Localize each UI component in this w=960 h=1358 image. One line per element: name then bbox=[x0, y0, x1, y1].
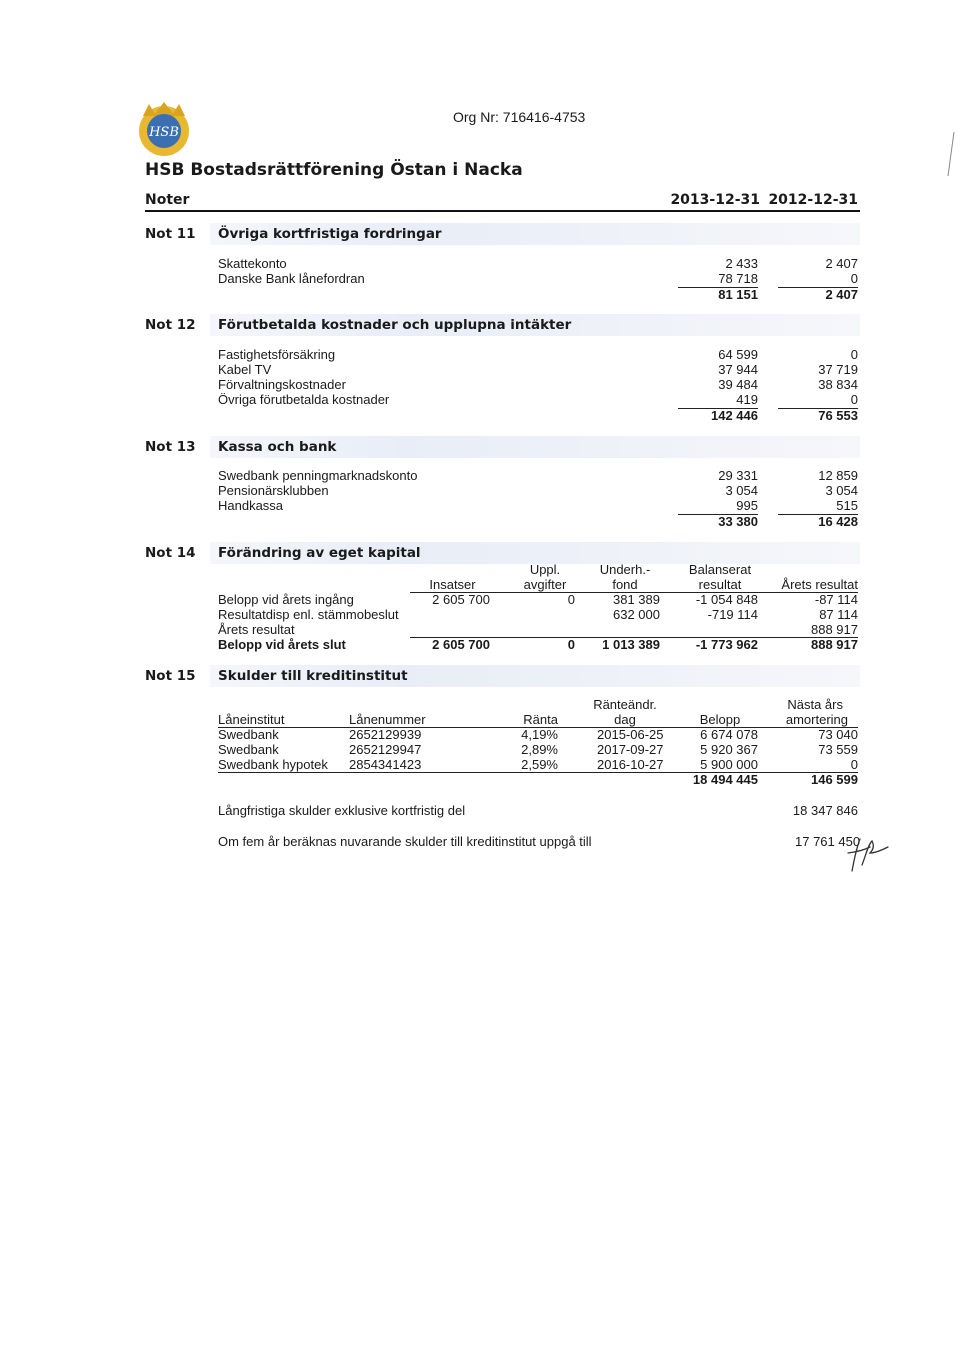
col-ranta-header: Ränta bbox=[523, 712, 558, 727]
not13-total-2013: 33 380 bbox=[718, 514, 758, 529]
not11-row-label: Skattekonto bbox=[218, 256, 287, 271]
not12-title: Förutbetalda kostnader och upplupna intäkter bbox=[218, 317, 572, 333]
not12-row-2012: 37 719 bbox=[818, 362, 858, 377]
not12-row-2012: 38 834 bbox=[818, 377, 858, 392]
not12-row-label: Förvaltningskostnader bbox=[218, 377, 346, 392]
not15-row-inst: Swedbank bbox=[218, 742, 279, 757]
not15-row-amort: 73 559 bbox=[818, 742, 858, 757]
col-arets-header: Årets resultat bbox=[781, 577, 858, 592]
not14-total-balans: -1 773 962 bbox=[695, 637, 758, 652]
not11-row-2012: 0 bbox=[850, 271, 858, 286]
col-laneinstitut-header: Låneinstitut bbox=[218, 712, 285, 727]
not13-total-2012: 16 428 bbox=[818, 514, 858, 529]
not12-row-2013: 64 599 bbox=[718, 347, 758, 362]
not14-title: Förändring av eget kapital bbox=[218, 545, 421, 561]
col-underh-header: fond bbox=[612, 577, 638, 592]
not12-row-label: Fastighetsförsäkring bbox=[218, 347, 336, 362]
not15-row-belopp: 6 674 078 bbox=[700, 727, 758, 742]
not12-row-2013: 37 944 bbox=[718, 362, 758, 377]
not13-row-2013: 29 331 bbox=[718, 468, 758, 483]
not14-balans: -1 054 848 bbox=[695, 592, 758, 607]
hsb-logo bbox=[135, 100, 193, 158]
company-name: HSB Bostadsrättförening Östan i Nacka bbox=[145, 160, 523, 180]
not15-title: Skulder till kreditinstitut bbox=[218, 668, 408, 684]
not14-arets: 87 114 bbox=[819, 607, 858, 622]
not15-row-nr: 2652129947 bbox=[349, 742, 422, 757]
not13-row-2013: 3 054 bbox=[725, 483, 758, 498]
not15-row-ranta: 4,19% bbox=[521, 727, 558, 742]
five-year-label: Om fem år beräknas nuvarande skulder till kreditinstitut uppgå till bbox=[218, 834, 592, 849]
not15-row-ranta: 2,59% bbox=[521, 757, 558, 772]
not14-row-label: Årets resultat bbox=[218, 622, 295, 637]
col-rantendr-header: Ränteändr. bbox=[593, 697, 657, 712]
col-belopp-header: Belopp bbox=[699, 712, 741, 727]
not13-title: Kassa och bank bbox=[218, 439, 337, 455]
not15-row-dag: 2016-10-27 bbox=[597, 757, 664, 772]
not15-row-ranta: 2,89% bbox=[521, 742, 558, 757]
not15-row-inst: Swedbank bbox=[218, 727, 279, 742]
not14-total-insatser: 2 605 700 bbox=[432, 637, 490, 652]
col-balans-header: resultat bbox=[698, 577, 742, 592]
not14-row-label: Belopp vid årets ingång bbox=[218, 592, 354, 607]
not14-insatser: 2 605 700 bbox=[432, 592, 490, 607]
not15-row-belopp: 5 900 000 bbox=[700, 757, 758, 772]
not14-arets: -87 114 bbox=[814, 592, 858, 607]
col-2012-header: 2012-12-31 bbox=[768, 192, 858, 208]
not13-row-2012: 12 859 bbox=[818, 468, 858, 483]
not15-row-amort: 73 040 bbox=[818, 727, 858, 742]
col-2013-header: 2013-12-31 bbox=[670, 192, 760, 208]
not13-row-2012: 3 054 bbox=[825, 483, 858, 498]
not14-underh: 632 000 bbox=[613, 607, 660, 622]
not12-total-2012: 76 553 bbox=[818, 408, 858, 423]
not15-row-inst: Swedbank hypotek bbox=[218, 757, 328, 772]
not15-row-dag: 2015-06-25 bbox=[597, 727, 664, 742]
col-rantendr-header: dag bbox=[614, 712, 636, 727]
not15-row-belopp: 5 920 367 bbox=[700, 742, 758, 757]
not14-uppl: 0 bbox=[567, 592, 575, 607]
header-rule bbox=[145, 210, 860, 212]
not12-number: Not 12 bbox=[145, 317, 196, 333]
not15-row-dag: 2017-09-27 bbox=[597, 742, 664, 757]
not15-number: Not 15 bbox=[145, 668, 196, 684]
not12-row-label: Övriga förutbetalda kostnader bbox=[218, 392, 390, 407]
not12-total-2013: 142 446 bbox=[711, 408, 758, 423]
not14-total-arets: 888 917 bbox=[811, 637, 858, 652]
not15-total-amort: 146 599 bbox=[811, 772, 858, 787]
col-nasta-header: Nästa års bbox=[787, 697, 843, 712]
not14-balans: -719 114 bbox=[707, 607, 758, 622]
logo-text: HSB bbox=[149, 125, 179, 140]
col-balans-header: Balanserat bbox=[688, 562, 752, 577]
not14-row-label: Resultatdisp enl. stämmobeslut bbox=[218, 607, 399, 622]
not13-number: Not 13 bbox=[145, 439, 196, 455]
not11-total-2013: 81 151 bbox=[718, 287, 758, 302]
long-term-value: 18 347 846 bbox=[792, 803, 858, 818]
not11-total-2012: 2 407 bbox=[825, 287, 858, 302]
not13-row-label: Handkassa bbox=[218, 498, 284, 513]
not13-row-label: Swedbank penningmarknadskonto bbox=[218, 468, 418, 483]
long-term-label: Långfristiga skulder exklusive kortfristig del bbox=[218, 803, 466, 818]
five-year-value: 17 761 450 bbox=[795, 834, 861, 849]
not13-row-2012: 515 bbox=[836, 498, 858, 513]
not11-row-2013: 78 718 bbox=[718, 271, 758, 286]
col-insatser-header: Insatser bbox=[429, 577, 476, 592]
org-number: Org Nr: 716416-4753 bbox=[453, 109, 586, 125]
col-uppl-header: avgifter bbox=[523, 577, 567, 592]
handwritten-initials bbox=[838, 835, 894, 875]
not11-title: Övriga kortfristiga fordringar bbox=[218, 226, 442, 242]
not11-row-2012: 2 407 bbox=[825, 256, 858, 271]
not12-row-2012: 0 bbox=[850, 347, 858, 362]
not14-arets: 888 917 bbox=[811, 622, 858, 637]
not12-row-2013: 419 bbox=[736, 392, 758, 407]
not11-number: Not 11 bbox=[145, 226, 196, 242]
not15-row-amort: 0 bbox=[850, 757, 858, 772]
not11-row-label: Danske Bank lånefordran bbox=[218, 271, 365, 286]
not15-row-nr: 2854341423 bbox=[349, 757, 422, 772]
not14-number: Not 14 bbox=[145, 545, 196, 561]
not14-total-uppl: 0 bbox=[567, 637, 575, 652]
not14-underh: 381 389 bbox=[613, 592, 660, 607]
col-underh-header: Underh.- bbox=[599, 562, 651, 577]
not15-row-nr: 2652129939 bbox=[349, 727, 422, 742]
not12-row-2012: 0 bbox=[850, 392, 858, 407]
not13-row-label: Pensionärsklubben bbox=[218, 483, 329, 498]
not12-row-label: Kabel TV bbox=[218, 362, 272, 377]
not12-row-2013: 39 484 bbox=[718, 377, 758, 392]
not14-total-underh: 1 013 389 bbox=[602, 637, 660, 652]
stray-mark bbox=[944, 130, 956, 180]
col-nasta-header: amortering bbox=[785, 712, 848, 727]
not11-row-2013: 2 433 bbox=[725, 256, 758, 271]
col-lanenummer-header: Lånenummer bbox=[349, 712, 426, 727]
not14-total-label: Belopp vid årets slut bbox=[218, 637, 346, 652]
not13-row-2013: 995 bbox=[736, 498, 758, 513]
noter-label: Noter bbox=[145, 192, 190, 208]
not15-total-belopp: 18 494 445 bbox=[692, 772, 758, 787]
col-uppl-header: Uppl. bbox=[529, 562, 561, 577]
